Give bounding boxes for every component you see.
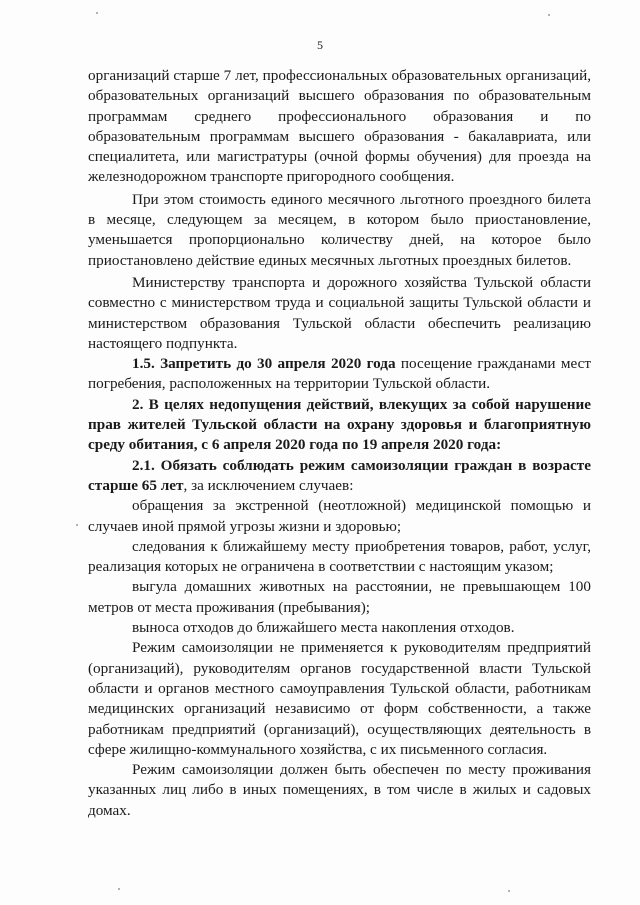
paragraph-text: посещение гражданами мест погребения, расположенных на территории Тульской области.	[88, 355, 591, 393]
paragraph-8	[88, 537, 591, 578]
paragraph-text: Режим самоизоляции не применяется к руководителям предприятий (организаций), руководителям органов государственной власти Тульской области и органов местного самоуправления Тульской области, работникам медицинских организаций независимо от форм собственности, а также работникам предприятий (организаций), осуществляющих деятельность в сфере жилищно-коммунального хозяйства, с их письменного согласия.	[88, 639, 591, 758]
paragraph-text: Министерству транспорта и дорожного хозяйства Тульской области совместно с министерством труда и социальной защиты Тульской области и министерством образования Тульской области обеспечить реализацию настоящего подпункта.	[88, 273, 591, 352]
paragraph-bold-lead: 2.1. Обязать соблюдать режим самоизоляции граждан в возрасте старше 65 лет	[88, 456, 591, 494]
paragraph-text: обращения за экстренной (неотложной) медицинской помощью и случаев иной прямой угрозы жизни и здоровью;	[88, 497, 591, 535]
paragraph-6	[88, 456, 591, 497]
paragraph-text: , за исключением случаев:	[183, 476, 354, 494]
scan-speck	[548, 14, 550, 16]
paragraph-1	[88, 66, 591, 188]
paragraph-5	[88, 395, 591, 456]
paragraph-text: выноса отходов до ближайшего места накопления отходов.	[132, 619, 515, 637]
paragraph-3	[88, 273, 591, 354]
document-body	[88, 66, 591, 821]
paragraph-text: следования к ближайшему месту приобретения товаров, работ, услуг, реализация которых не ограничена в соответствии с настоящим указом;	[88, 537, 591, 576]
paragraph-text: При этом стоимость единого месячного льготного проездного билета в месяце, следующем за месяцем, в котором было приостановление, уменьшается пропорционально количеству дней, на которое было приостановлено действие единых месячных льготных проездных билетов.	[88, 190, 591, 269]
page-number: 5	[317, 38, 323, 52]
scan-speck	[508, 890, 510, 892]
paragraph-7	[88, 496, 591, 537]
scan-speck	[96, 12, 98, 14]
paragraph-11	[88, 638, 591, 760]
paragraph-9	[88, 577, 591, 618]
paragraph-12	[88, 760, 591, 821]
scan-speck	[76, 524, 78, 526]
paragraph-bold-lead: 1.5. Запретить до 30 апреля 2020 года	[132, 355, 396, 373]
paragraph-text: Режим самоизоляции должен быть обеспечен по месту проживания указанных лиц либо в иных помещениях, в том числе в жилых и садовых домах.	[88, 761, 591, 819]
paragraph-bold-lead: 2. В целях недопущения действий, влекущих за собой нарушение прав жителей Тульской области на охрану здоровья и благоприятную среду обитания, с 6 апреля 2020 года по 19 апреля 2020 года:	[88, 395, 591, 454]
paragraph-text: выгула домашних животных на расстоянии, не превышающем 100 метров от места проживания (пребывания);	[88, 578, 591, 616]
paragraph-4	[88, 354, 591, 395]
paragraph-2	[88, 190, 591, 271]
paragraph-10	[88, 618, 591, 638]
paragraph-text: организаций старше 7 лет, профессиональных образовательных организаций, образовательных организаций высшего образования по образовательным программам среднего профессионального образования и по образовательным программам высшего образования - бакалавриата, или специалитета, или магистратуры (очной формы обучения) для проезда на железнодорожном транспорте пригородного сообщения.	[88, 67, 591, 186]
scan-speck	[118, 888, 120, 890]
